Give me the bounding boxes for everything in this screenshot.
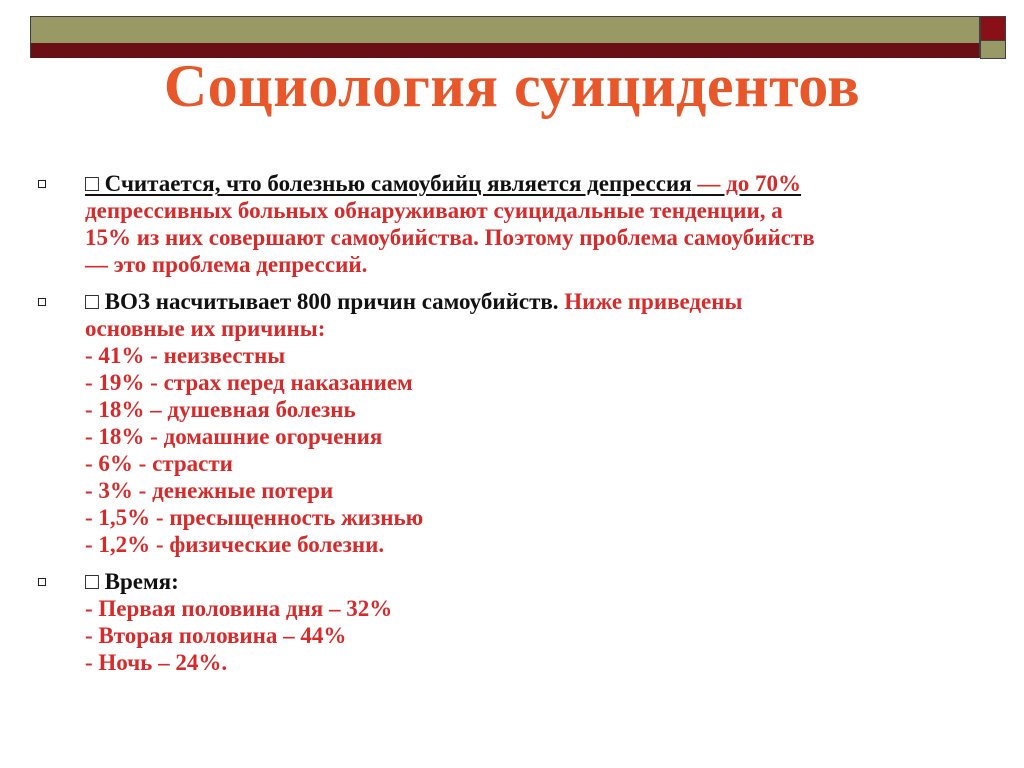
time-item: - Вторая половина – 44% — [85, 623, 347, 648]
bullet-line: депрессивных больных обнаруживают суицидальные тенденции, а — [85, 198, 783, 223]
bullet-first-line — [85, 568, 998, 595]
cause-item: - 6% - страсти — [85, 451, 233, 476]
bullet-line: 15% из них совершают самоубийства. Поэтому проблема самоубийств — [85, 225, 815, 250]
bullet-intro-highlight: — до 70% — [691, 171, 802, 196]
square-bullet-icon — [38, 578, 46, 586]
bullet-intro-text: □ ВОЗ насчитывает 800 причин самоубийств. — [85, 289, 559, 314]
bullet-time — [38, 568, 998, 676]
bullet-who-causes — [38, 288, 998, 558]
cause-item: - 41% - неизвестны — [85, 343, 286, 368]
bullet-intro-text: □ Время: — [85, 569, 179, 594]
time-item: - Ночь – 24%. — [85, 650, 228, 675]
cause-item: - 18% - домашние огорчения — [85, 424, 383, 449]
cause-item: - 1,2% - физические болезни. — [85, 532, 385, 557]
cause-item: - 18% – душевная болезнь — [85, 397, 356, 422]
slide-content — [38, 170, 998, 686]
square-bullet-icon — [38, 180, 46, 188]
time-item: - Первая половина дня – 32% — [85, 596, 393, 621]
top-bar-olive-stripe — [31, 17, 979, 43]
bullet-first-line — [85, 170, 998, 197]
bullet-first-line — [85, 288, 998, 315]
square-bullet-icon — [38, 298, 46, 306]
bullet-depression — [38, 170, 998, 278]
cause-item: - 1,5% - пресыщенность жизнью — [85, 505, 424, 530]
slide-title: Социология суицидентов — [163, 53, 861, 119]
cause-item: - 19% - страх перед наказанием — [85, 370, 413, 395]
bullet-intro-highlight: Ниже приведены — [558, 289, 743, 314]
bullet-line: основные их причины: — [85, 316, 326, 341]
bullet-intro-text: □ Считается, что болезнью самоубийц является депрессия — [85, 171, 692, 196]
cause-item: - 3% - денежные потери — [85, 478, 334, 503]
corner-square-maroon — [980, 16, 1006, 42]
bullet-line: — это проблема депрессий. — [85, 252, 368, 277]
